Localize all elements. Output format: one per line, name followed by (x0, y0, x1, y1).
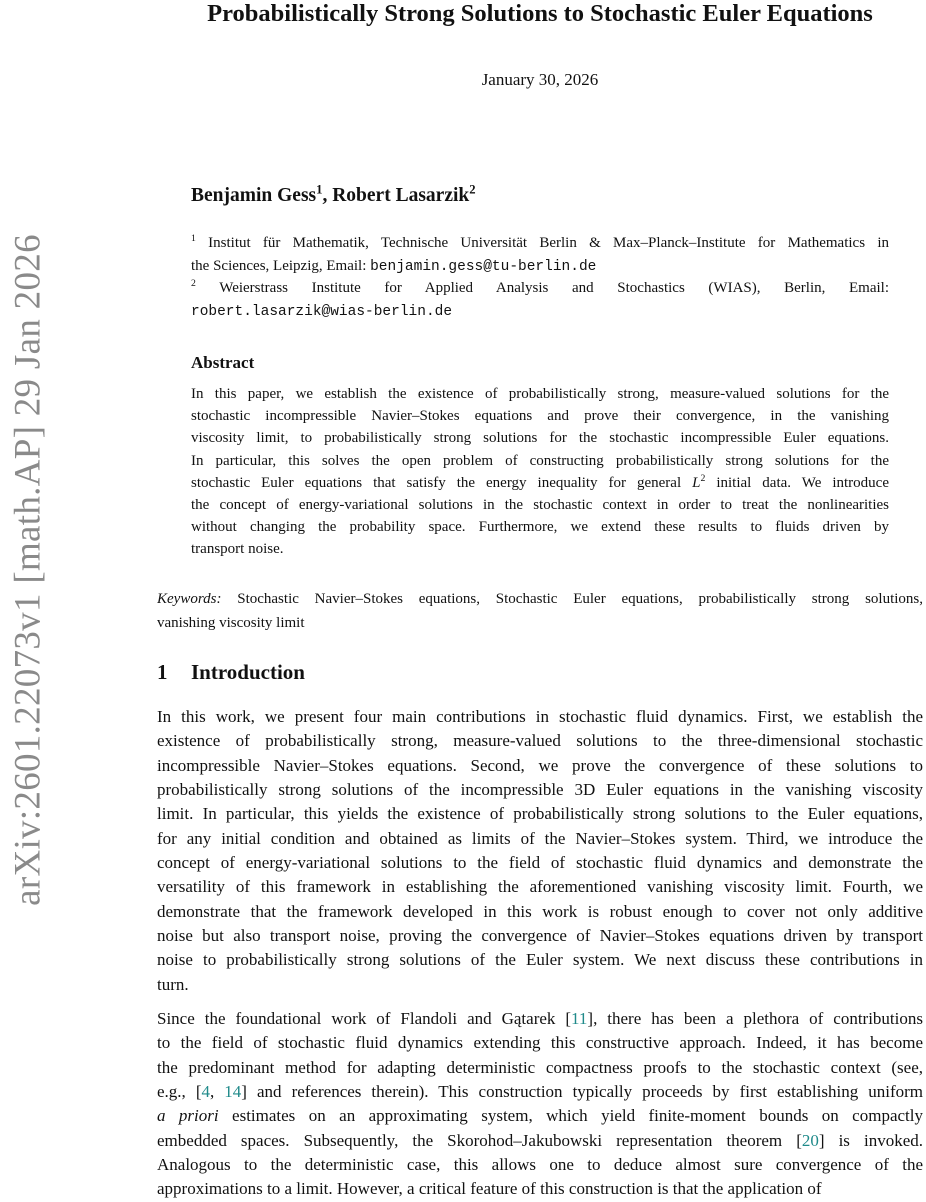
text-segment: estimates on an approximating system, which yield finite-moment bounds on compactly (218, 1106, 923, 1126)
text-line (157, 1104, 923, 1128)
text-segment: stochastic incompressible Navier–Stokes equations and prove their convergence, in the vanishing (191, 408, 889, 425)
intro-paragraph (157, 1007, 923, 1202)
text-segment: versatility of this framework in establishing the aforementioned vanishing viscosity limit. Fourth, we (157, 877, 923, 897)
superscript: 1 (191, 233, 196, 244)
affiliations (191, 232, 889, 322)
text-segment: turn. (157, 974, 189, 994)
text-line (157, 851, 923, 875)
section-heading (157, 660, 305, 685)
text-line (191, 427, 889, 449)
text-segment: e.g., [ (157, 1082, 202, 1102)
text-line (157, 827, 923, 851)
text-line (191, 494, 889, 516)
section-title: Introduction (191, 660, 305, 684)
text-line (191, 516, 889, 538)
text-segment: , (210, 1082, 225, 1102)
text-line (157, 802, 923, 826)
text-segment: limit. In particular, this yields the existence of probabilistically strong solutions to the Euler equations, (157, 804, 923, 824)
text-line (157, 778, 923, 802)
text-segment: ], there has been a plethora of contributions (587, 1009, 923, 1028)
superscript: 2 (191, 278, 196, 289)
text-line (191, 255, 889, 278)
text-line (157, 875, 923, 899)
text-line (191, 300, 889, 323)
author-name: Robert Lasarzik (332, 185, 470, 206)
superscript: 2 (700, 472, 706, 484)
text-line (191, 405, 889, 427)
text-segment: the predominant method for adapting deterministic compactness proofs to the stochastic context (see, (157, 1057, 923, 1077)
text-segment: the concept of energy-variational solutions in the stochastic context in order to treat the nonlinearities (191, 496, 889, 513)
italic-text: L (692, 474, 701, 491)
text-line (157, 611, 923, 635)
intro-paragraph (157, 705, 923, 997)
text-line (157, 705, 923, 729)
email-address: robert.lasarzik@wias-berlin.de (191, 303, 453, 320)
author-list (191, 182, 476, 207)
text-segment: to the field of stochastic fluid dynamics extending this constructive approach. Indeed, it has become (157, 1033, 923, 1053)
text-segment: existence of probabilistically strong, measure-valued solutions to the three-dimensional stochastic (157, 731, 923, 751)
text-line (157, 1080, 923, 1104)
text-segment: Since the foundational work of Flandoli and Gątarek [ (157, 1009, 572, 1028)
text-line (191, 538, 889, 560)
text-line (157, 1007, 923, 1031)
text-segment: transport noise. (191, 541, 284, 558)
text-segment: ] and references therein). This construction typically proceeds by first establishing uniform (241, 1082, 923, 1102)
text-line (191, 383, 889, 405)
text-segment: approximations to a limit. However, a critical feature of this construction is that the application of (157, 1179, 822, 1199)
citation-link[interactable]: 11 (571, 1009, 588, 1028)
paper-title: Probabilistically Strong Solutions to Stochastic Euler Equations (207, 0, 873, 27)
text-segment: In particular, this solves the open problem of constructing probabilistically strong solutions for the (191, 452, 889, 469)
italic-text: a priori (157, 1106, 219, 1126)
text-segment: for any initial condition and obtained as limits of the Navier–Stokes system. Third, we introduce the (157, 828, 923, 848)
text-line (157, 973, 923, 997)
text-segment: Institut für Mathematik, Technische Universität Berlin & Max–Planck–Institute for Mathematics in (195, 235, 889, 251)
text-segment: ] is invoked. (818, 1130, 923, 1150)
text-segment: Weierstrass Institute for Applied Analysis and Stochastics (WIAS), Berlin, Email: (195, 280, 889, 296)
text-line (157, 1153, 923, 1177)
text-line (157, 754, 923, 778)
italic-text: Keywords: (157, 591, 222, 607)
section-number: 1 (157, 660, 168, 684)
abstract-body (191, 383, 889, 561)
text-segment: Analogous to the deterministic case, this allows one to deduce almost sure convergence of the (157, 1155, 923, 1175)
text-line (157, 1129, 923, 1153)
text-segment: In this paper, we establish the existence of probabilistically strong, measure-valued solutions for the (191, 386, 889, 402)
text-segment: viscosity limit, to probabilistically strong solutions for the stochastic incompressible Euler equations. (191, 430, 889, 447)
text-segment: Stochastic Navier–Stokes equations, Stochastic Euler equations, probabilistically strong solutions, (221, 591, 923, 607)
email-address: benjamin.gess@tu-berlin.de (370, 258, 597, 275)
text-segment: noise to probabilistically strong solutions of the Euler system. We next discuss these contributions in (157, 950, 923, 970)
paper-date: January 30, 2026 (481, 70, 599, 89)
citation-link[interactable]: 20 (801, 1130, 819, 1150)
abstract-heading: Abstract (191, 353, 255, 372)
text-line (191, 472, 889, 494)
text-segment: concept of energy-variational solutions to the field of stochastic fluid dynamics and demonstrate the (157, 853, 923, 873)
text-line (157, 729, 923, 753)
text-line (157, 1177, 923, 1201)
text-line (191, 232, 889, 255)
text-segment: vanishing viscosity limit (157, 615, 305, 631)
text-segment: without changing the probability space. Furthermore, we extend these results to fluids driven by (191, 519, 889, 536)
text-line (157, 1031, 923, 1055)
text-segment: demonstrate that the framework developed in this work is robust enough to cover not only additive (157, 901, 923, 921)
text-segment: incompressible Navier–Stokes equations. Second, we prove the convergence of these solutions to (157, 755, 923, 775)
text-segment: stochastic Euler equations that satisfy the energy inequality for general (191, 474, 693, 491)
text-line (157, 587, 923, 611)
text-line (191, 450, 889, 472)
text-line (157, 924, 923, 948)
text-segment: the Sciences, Leipzig, Email: (191, 257, 371, 274)
citation-link[interactable]: 4 (201, 1082, 210, 1102)
text-line (157, 1056, 923, 1080)
keywords (157, 587, 923, 635)
text-segment: In this work, we present four main contributions in stochastic fluid dynamics. First, we establish the (157, 707, 923, 726)
citation-link[interactable]: 14 (224, 1082, 242, 1102)
arxiv-identifier: arXiv:2601.22073v1 [math.AP] 29 Jan 2026 (7, 234, 49, 906)
text-line (157, 948, 923, 972)
author-affiliation-mark: 2 (469, 182, 476, 197)
text-segment: embedded spaces. Subsequently, the Skorohod–Jakubowski representation theorem [ (157, 1130, 802, 1150)
author-name: Benjamin Gess (191, 185, 317, 206)
text-line (157, 900, 923, 924)
text-segment: probabilistically strong solutions of the incompressible 3D Euler equations in the vanishing viscosity (157, 780, 923, 800)
text-segment: noise but also transport noise, proving the convergence of Navier–Stokes equations driven by transport (157, 926, 923, 946)
text-line (191, 277, 889, 300)
text-segment: initial data. We introduce (705, 474, 889, 491)
author-separator: , (322, 185, 333, 206)
author-affiliation-mark: 1 (316, 182, 323, 197)
